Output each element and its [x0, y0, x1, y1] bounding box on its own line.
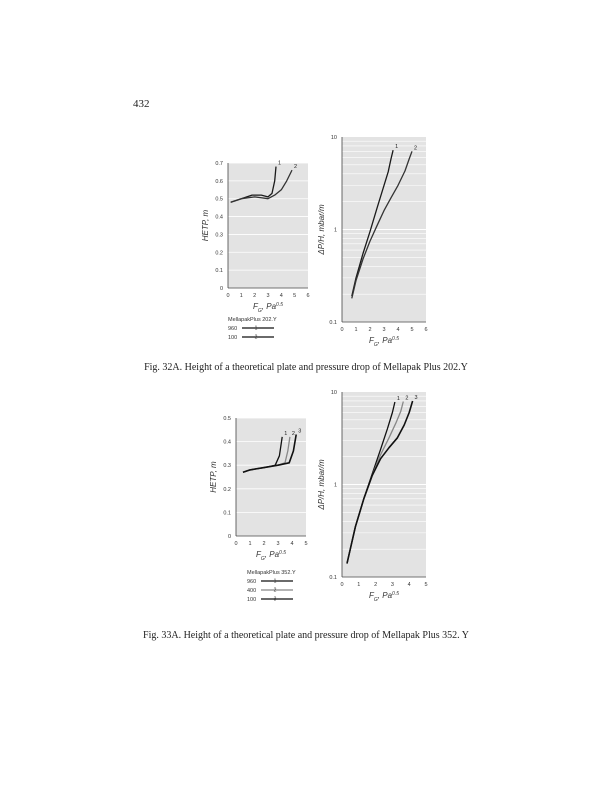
x-tick-label: 5: [424, 582, 428, 588]
plot-area: [228, 160, 308, 288]
x-tick-label: 4: [279, 293, 283, 299]
series-label-3: 3: [414, 394, 418, 401]
y-tick-label: 0.2: [215, 250, 223, 257]
y-tick-label: 1: [333, 482, 337, 489]
series-label-1: 1: [396, 395, 400, 402]
y-tick-label: 0.4: [223, 439, 231, 446]
y-tick-label: 0.1: [215, 268, 223, 275]
y-axis-label: HETP, m: [201, 209, 210, 242]
y-axis-label: ΔP/H, mbar/m: [317, 204, 326, 255]
x-tick-label: 1: [239, 293, 243, 299]
y-tick-label: 0: [227, 534, 231, 540]
legend-label: 100: [247, 597, 257, 603]
x-tick-label: 2: [253, 293, 257, 299]
series-label-2: 2: [405, 395, 409, 402]
y-tick-label: 0.3: [215, 232, 223, 239]
x-axis-label: $F_G$, $Pa^{0.5}$: [253, 302, 283, 314]
y-tick-label: 0.3: [223, 463, 231, 470]
series-label-3: 3: [298, 428, 302, 435]
y-tick-label: 0.7: [215, 161, 223, 167]
series-label-2: 2: [414, 145, 418, 152]
x-tick-label: 1: [354, 327, 358, 333]
x-tick-label: 1: [357, 582, 361, 588]
x-tick-label: 6: [424, 327, 428, 333]
x-tick-label: 0: [340, 582, 344, 588]
legend-label: 100: [228, 335, 238, 341]
x-axis-label: $F_G$, $Pa^{0.5}$: [369, 591, 399, 603]
legend-fig33a: [247, 570, 296, 603]
x-tick-label: 3: [266, 293, 270, 299]
x-tick-label: 4: [407, 582, 411, 588]
x-tick-label: 5: [410, 327, 414, 333]
y-axis-label: HETP, m: [209, 461, 218, 493]
legend-title: MellapakPlus 352.Y: [247, 570, 296, 576]
legend-label: 960: [228, 326, 238, 332]
chart-fig33a-hetp: [209, 416, 308, 562]
series-label-1: 1: [284, 430, 288, 437]
legend-marker: 1: [254, 325, 258, 332]
series-label-1: 1: [278, 160, 282, 167]
x-tick-label: 0: [226, 293, 230, 299]
x-tick-label: 0: [340, 327, 344, 333]
y-tick-label: 0.1: [329, 320, 337, 326]
chart-fig32a-hetp: [201, 161, 310, 314]
legend-label: 400: [247, 588, 257, 594]
y-tick-label: 0.2: [223, 486, 231, 493]
legend-marker: 2: [273, 587, 277, 594]
x-tick-label: 2: [262, 541, 266, 547]
y-tick-label: 0: [219, 286, 223, 292]
series-label-2: 2: [291, 430, 295, 437]
x-tick-label: 5: [304, 541, 308, 547]
y-tick-label: 0.1: [223, 510, 231, 517]
y-tick-label: 0.1: [329, 575, 337, 581]
caption-fig-33a: Fig. 33A. Height of a theoretical plate and pressure drop of Mellapak Plus 352. Y: [143, 630, 469, 641]
y-tick-label: 10: [330, 390, 337, 396]
legend-fig32a: [228, 317, 277, 341]
x-axis-label: $F_G$, $Pa^{0.5}$: [256, 550, 286, 562]
caption-fig-32a: Fig. 32A. Height of a theoretical plate and pressure drop of Mellapak Plus 202.Y: [144, 362, 468, 373]
x-tick-label: 2: [368, 327, 372, 333]
y-axis-label: ΔP/H, mbar/m: [317, 459, 326, 510]
legend-marker: 2: [254, 334, 258, 341]
y-tick-label: 0.5: [215, 196, 223, 203]
y-tick-label: 1: [333, 227, 337, 234]
y-tick-label: 10: [330, 135, 337, 141]
y-tick-label: 0.5: [223, 416, 231, 422]
y-tick-label: 0.6: [215, 178, 223, 185]
x-tick-label: 4: [396, 327, 400, 333]
x-tick-label: 3: [382, 327, 386, 333]
x-tick-label: 0: [234, 541, 238, 547]
x-tick-label: 3: [276, 541, 280, 547]
x-tick-label: 4: [290, 541, 294, 547]
legend-marker: 1: [273, 578, 277, 585]
y-tick-label: 0.4: [215, 214, 223, 221]
x-tick-label: 1: [248, 541, 252, 547]
page-number: 432: [133, 98, 150, 110]
legend-title: MellapakPlus 202.Y: [228, 317, 277, 323]
legend-label: 960: [247, 579, 257, 585]
x-tick-label: 2: [374, 582, 378, 588]
x-tick-label: 5: [293, 293, 297, 299]
chart-fig33a-dp: [317, 390, 428, 603]
chart-fig32a-dp: [317, 135, 428, 348]
series-label-1: 1: [395, 144, 399, 151]
x-tick-label: 3: [390, 582, 394, 588]
series-label-2: 2: [294, 164, 298, 171]
x-axis-label: $F_G$, $Pa^{0.5}$: [369, 336, 399, 348]
x-tick-label: 6: [306, 293, 310, 299]
legend-marker: 3: [273, 596, 277, 603]
